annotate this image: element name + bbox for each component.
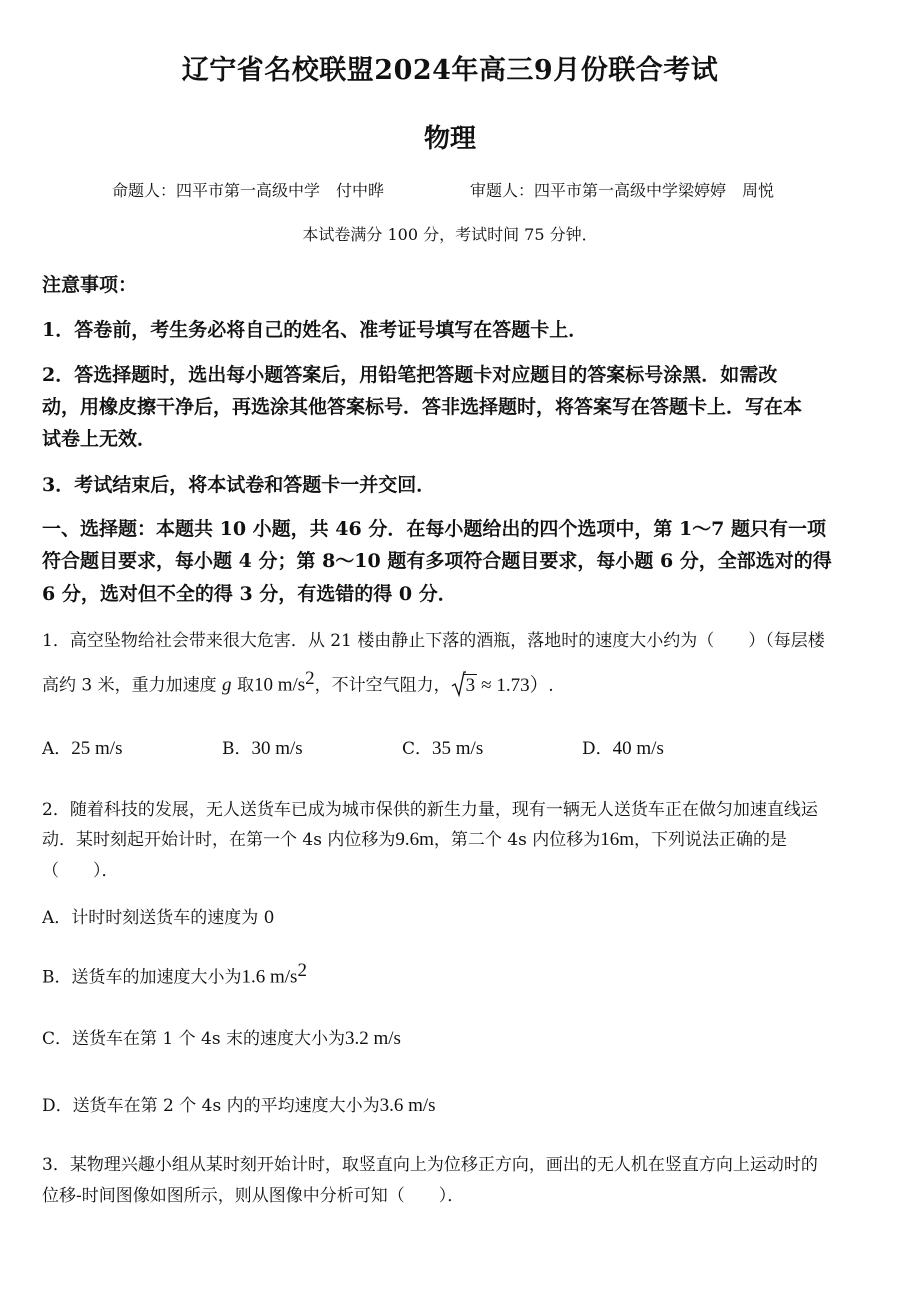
q1-option-c xyxy=(402,734,483,760)
option-value: 25 m/s xyxy=(71,738,123,759)
displacement-1: 9.6m xyxy=(395,829,434,850)
option-value: 1.6 m/s xyxy=(241,966,298,988)
section1-line-3: 6 分，选对但不全的得 3 分，有选错的得 0 分． xyxy=(42,583,457,605)
q2-stem-line-3: （ ）． xyxy=(42,861,119,881)
section1-line-2: 符合题目要求，每小题 4 分；第 8～10 题有多项符合题目要求，每小题 6 分，全部选对的得 xyxy=(42,550,832,572)
q3-stem-line-1: 3．某物理兴趣小组从某时刻开始计时，取竖直向上为位移正方向，画出的无人机在竖直方向上运动时的 xyxy=(42,1155,818,1175)
q1-stem-line-1: 1．高空坠物给社会带来很大危害．从 21 楼由静止下落的酒瓶，落地时的速度大小约为（ ）（每层楼 xyxy=(42,631,825,651)
notice-item-3: 3．考试结束后，将本试卷和答题卡一并交回． xyxy=(42,474,436,496)
option-text: D．送货车在第 2 个 4s 内的平均速度大小为 xyxy=(42,1096,380,1116)
sqrt-sign-icon xyxy=(451,671,466,697)
q1-text-a: 高约 3 米，重力加速度 xyxy=(42,675,217,696)
option-letter: D． xyxy=(582,739,613,759)
section1-line-1: 一、选择题：本题共 10 小题，共 46 分．在每小题给出的四个选项中，第 1～7 题只有一项 xyxy=(42,518,827,540)
q2-stem-line-1: 2．随着科技的发展，无人送货车已成为城市保供的新生力量，现有一辆无人送货车正在做匀加速直线运 xyxy=(42,800,818,820)
option-exponent: 2 xyxy=(297,960,307,981)
option-value: 40 m/s xyxy=(612,738,664,759)
notice-item-2-line-1: 2．答选择题时，选出每小题答案后，用铅笔把答题卡对应题目的答案标号涂黑．如需改 xyxy=(42,364,778,386)
sqrt-expression xyxy=(451,675,478,697)
option-value: 3.6 m/s xyxy=(379,1095,436,1116)
notice-heading: 注意事项： xyxy=(42,274,138,296)
notice-item-1: 1．答卷前，考生务必将自己的姓名、准考证号填写在答题卡上． xyxy=(42,319,588,341)
option-value: 3.2 m/s xyxy=(344,1028,401,1049)
notice-item-2-line-2: 动，用橡皮擦干净后，再选涂其他答案标号．答非选择题时，将答案写在答题卡上．写在本 xyxy=(42,396,803,418)
q2-text-a: 动．某时刻起开始计时，在第一个 4s 内位移为 xyxy=(42,830,396,850)
q1-text-b: 取 xyxy=(236,675,254,696)
q2-option-a: A．计时时刻送货车的速度为 0 xyxy=(42,908,275,928)
sqrt-approx-value: ≈ 1.73）. xyxy=(481,674,554,696)
gravity-symbol: g xyxy=(222,674,232,696)
q1-option-a xyxy=(42,734,122,760)
option-letter: C． xyxy=(402,739,433,759)
gravity-value: 10 m/s xyxy=(253,674,306,696)
q2-text-c: ，下列说法正确的是 xyxy=(634,830,788,850)
q2-option-c xyxy=(42,1024,401,1050)
exam-title: 辽宁省名校联盟2024年高三9月份联合考试 xyxy=(181,55,719,86)
q2-stem-line-2 xyxy=(42,825,787,851)
option-letter: B． xyxy=(222,739,252,759)
q1-option-b xyxy=(222,734,303,760)
subject-title: 物理 xyxy=(423,124,476,154)
displacement-2: 16m xyxy=(600,829,635,850)
option-text: B．送货车的加速度大小为 xyxy=(42,967,242,988)
exam-info: 本试卷满分 100 分，考试时间 75 分钟． xyxy=(302,225,598,244)
q2-text-b: ，第二个 4s 内位移为 xyxy=(433,830,601,850)
q3-stem-line-2: 位移-时间图像如图所示，则从图像中分析可知（ ）． xyxy=(42,1186,465,1206)
gravity-exponent: 2 xyxy=(305,668,315,689)
setter-line: 命题人：四平市第一高级中学 付中晔 xyxy=(112,181,385,200)
option-value: 35 m/s xyxy=(432,738,484,759)
option-value: 30 m/s xyxy=(251,738,303,759)
q1-option-d xyxy=(582,734,664,760)
q2-option-d xyxy=(42,1091,436,1117)
q1-stem-line-2 xyxy=(42,668,553,697)
q1-text-c: ，不计空气阻力， xyxy=(314,675,451,696)
option-text: C．送货车在第 1 个 4s 末的速度大小为 xyxy=(42,1029,345,1049)
notice-item-2-line-3: 试卷上无效． xyxy=(42,428,157,450)
option-letter: A． xyxy=(42,739,72,759)
sqrt-radicand: 3 xyxy=(465,674,476,696)
reviewer-line: 审题人：四平市第一高级中学梁婷婷 周悦 xyxy=(470,181,775,200)
q2-option-b xyxy=(42,960,307,989)
